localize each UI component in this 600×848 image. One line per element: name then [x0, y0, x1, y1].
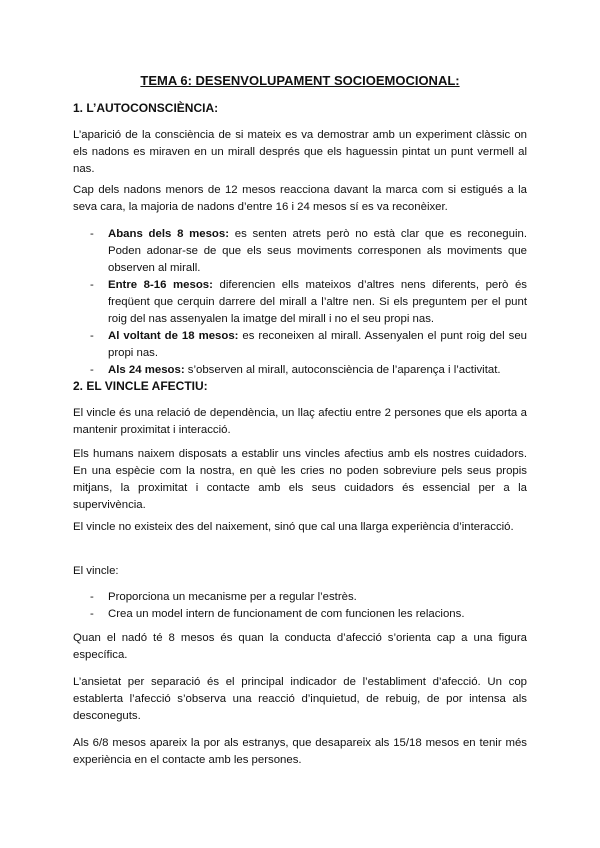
paragraph: Els humans naixem disposats a establir uns vincles afectius amb els nostres cuidadors. En una espècie com la nostra, en què les cries no poden sobreviure pels seus propis mitjans, la proximitat i contacte amb els seus cuidadors és essencial per a la supervivència.	[73, 448, 527, 511]
function-text: Crea un model intern de funcionament de com funcionen les relacions.	[108, 608, 465, 620]
stage-text: es senten atrets però no està clar que es reconeguin. Poden adonar-se de que els seus moviments corresponen als moviments que observen al mirall.	[108, 228, 527, 274]
paragraph: Cap dels nadons menors de 12 mesos reacciona davant la marca com si estigués a la seva cara, la majoria de nadons d’entre 16 i 24 mesos sí es va reconèixer.	[73, 184, 527, 213]
paragraph: El vincle és una relació de dependència, un llaç afectiu entre 2 persones que els aporta a mantenir proximitat i interacció.	[73, 407, 527, 436]
stage-label: Entre 8-16 mesos:	[108, 279, 213, 291]
paragraph: L’ansietat per separació és el principal indicador de l’establiment d’afecció. Un cop establerta l’afecció s’observa una reacció d’inquietud, de rebuig, de por intensa als desconeguts.	[73, 676, 527, 722]
list-item	[90, 606, 527, 623]
functions-list	[90, 589, 527, 623]
list-item	[90, 328, 527, 362]
stage-text: es reconeixen al mirall. Assenyalen el punt roig del seu propi nas.	[108, 330, 527, 359]
paragraph: El vincle no existeix des del naixement, sinó que cal una llarga experiència d’interacció.	[73, 521, 514, 533]
document-title: TEMA 6: DESENVOLUPAMENT SOCIOEMOCIONAL:	[140, 73, 460, 88]
list-dash: -	[90, 330, 94, 342]
paragraph: El vincle:	[73, 565, 119, 577]
list-dash: -	[90, 608, 94, 620]
section-heading-vincle-afectiu: 2. EL VINCLE AFECTIU:	[73, 379, 208, 393]
list-dash: -	[90, 279, 94, 291]
list-item	[90, 362, 527, 379]
stage-text: diferencien ells mateixos d’altres nens diferents, però és freqüent que cerquin darrere del mirall a l’altre nen. Si els preguntem per el punt roig del nas assenyalen la imatge del mirall i no el seu propi nas.	[108, 279, 527, 325]
stage-label: Al voltant de 18 mesos:	[108, 330, 239, 342]
function-text: Proporciona un mecanisme per a regular l’estrès.	[108, 591, 357, 603]
stage-label: Als 24 mesos:	[108, 364, 185, 376]
list-item	[90, 226, 527, 277]
list-dash: -	[90, 364, 94, 376]
list-item	[90, 277, 527, 328]
list-dash: -	[90, 591, 94, 603]
stage-label: Abans dels 8 mesos:	[108, 228, 230, 240]
paragraph: Als 6/8 mesos apareix la por als estranys, que desapareix als 15/18 mesos en tenir més experiència en el contacte amb les persones.	[73, 737, 527, 766]
stages-list	[90, 226, 527, 379]
list-dash: -	[90, 228, 94, 240]
list-item	[90, 589, 527, 606]
stage-text: s’observen al mirall, autoconsciència de l’aparença i l’activitat.	[184, 364, 501, 376]
section-heading-autoconsciencia: 1. L’AUTOCONSCIÈNCIA:	[73, 101, 219, 115]
paragraph: Quan el nadó té 8 mesos és quan la conducta d’afecció s’orienta cap a una figura específica.	[73, 632, 527, 661]
paragraph: L’aparició de la consciència de si mateix es va demostrar amb un experiment clàssic on els nadons es miraven en un mirall després que els haguessin pintat un punt vermell al nas.	[73, 129, 527, 175]
